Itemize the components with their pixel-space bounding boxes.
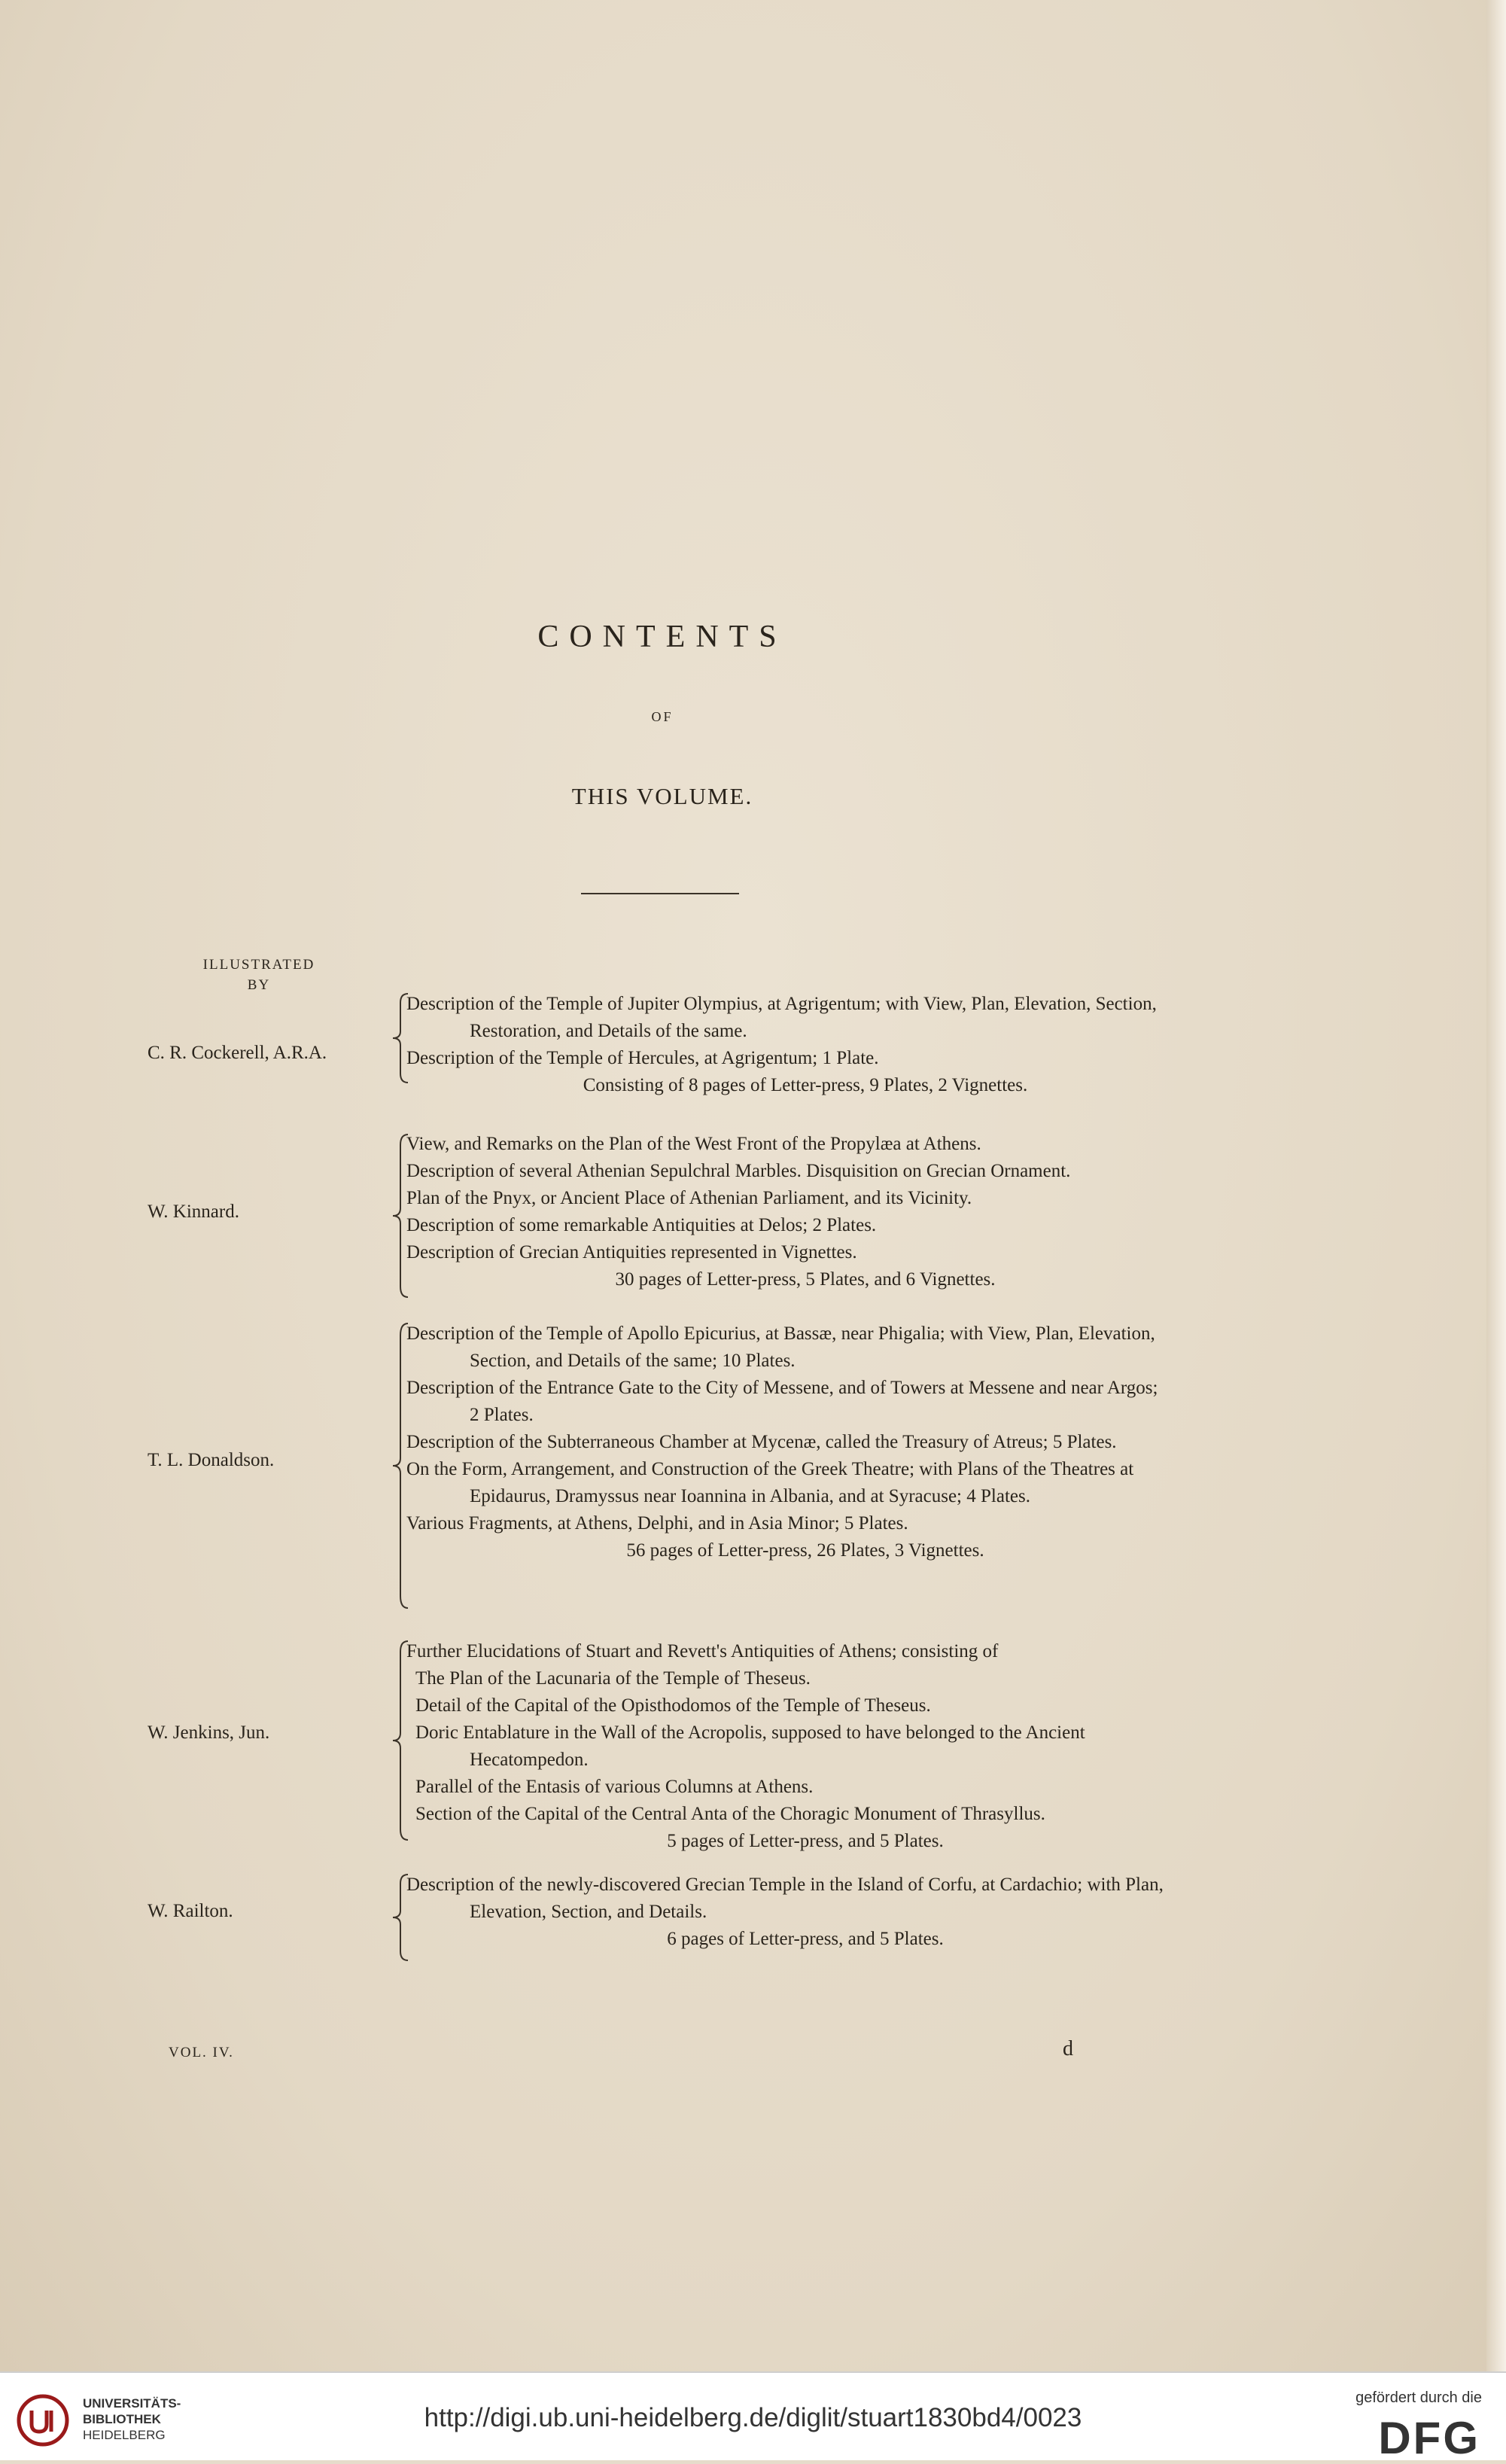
dfg-logo: DFG [1378,2413,1480,2463]
entry: On the Form, Arrangement, and Construction of the Greek Theatre; with Plans of the Theatres at Epidaurus, Dramyssus near Ioannina in Albania, and at Syracuse; 4 Plates. [406,1459,1134,1506]
entries-cockerell [406,991,1167,1099]
entries-donaldson [406,1320,1167,1564]
entry: Further Elucidations of Stuart and Revett's Antiquities of Athens; consisting of [406,1641,999,1661]
author-jenkins: W. Jenkins, Jun. [148,1722,270,1743]
volume-label: VOL. IV. [169,2045,234,2060]
author-kinnard: W. Kinnard. [148,1202,239,1222]
contents-heading: CONTENTS [537,620,787,654]
entry-summary: 5 pages of Letter-press, and 5 Plates. [667,1831,944,1851]
author-cockerell: C. R. Cockerell, A.R.A. [148,1043,327,1063]
permalink-url[interactable]: http://digi.ub.uni-heidelberg.de/diglit/stuart1830bd4/0023 [424,2403,1082,2432]
entries-jenkins [406,1638,1167,1855]
entry: Section of the Capital of the Central Anta of the Choragic Monument of Thrasyllus. [415,1804,1045,1824]
entry-summary: 30 pages of Letter-press, 5 Plates, and 6 Vignettes. [615,1269,996,1290]
entry: Various Fragments, at Athens, Delphi, and in Asia Minor; 5 Plates. [406,1513,908,1534]
entry: Doric Entablature in the Wall of the Acropolis, supposed to have belonged to the Ancient Hecatompedon. [415,1722,1085,1770]
entry: Description of the Subterraneous Chamber at Mycenæ, called the Treasury of Atreus; 5 Plates. [406,1432,1117,1452]
entry: Detail of the Capital of the Opisthodomos of the Temple of Theseus. [415,1695,931,1716]
contents-of: OF [651,709,674,724]
funded-by-caption: gefördert durch die [1355,2389,1482,2406]
entry-summary: 6 pages of Letter-press, and 5 Plates. [667,1929,944,1949]
entry: Description of the newly-discovered Grecian Temple in the Island of Corfu, at Cardachio; with Plan, Elevation, Section, and Details. [406,1875,1164,1922]
divider-rule [581,893,739,894]
entry: Description of Grecian Antiquities represented in Vignettes. [406,1242,857,1262]
entry: Description of the Temple of Hercules, at Agrigentum; 1 Plate. [406,1048,879,1068]
entry: Description of the Temple of Apollo Epicurius, at Bassæ, near Phigalia; with View, Plan, Elevation, Section, and Details of the same; 10 Plates. [406,1323,1155,1371]
bottom-bar [0,2371,1506,2463]
entry: Parallel of the Entasis of various Columns at Athens. [415,1777,814,1797]
author-railton: W. Railton. [148,1901,233,1921]
contents-this-volume: THIS VOLUME. [571,783,753,809]
page-edge [1486,0,1506,2371]
entries-kinnard [406,1131,1167,1293]
entry-summary: 56 pages of Letter-press, 26 Plates, 3 Vignettes. [626,1540,984,1561]
entry: Description of several Athenian Sepulchral Marbles. Disquisition on Grecian Ornament. [406,1161,1071,1181]
entry: Plan of the Pnyx, or Ancient Place of Athenian Parliament, and its Vicinity. [406,1188,972,1208]
author-donaldson: T. L. Donaldson. [148,1450,275,1470]
entry: Description of the Entrance Gate to the City of Messene, and of Towers at Messene and near Argos; 2 Plates. [406,1378,1158,1425]
signature-mark: d [1063,2037,1073,2060]
entry: Description of some remarkable Antiquities at Delos; 2 Plates. [406,1215,877,1235]
entry: The Plan of the Lacunaria of the Temple of Theseus. [415,1668,811,1689]
entry-summary: Consisting of 8 pages of Letter-press, 9 Plates, 2 Vignettes. [583,1075,1028,1095]
entries-railton [406,1872,1167,1953]
entry: View, and Remarks on the Plan of the West Front of the Propylæa at Athens. [406,1134,981,1154]
entry: Description of the Temple of Jupiter Olympius, at Agrigentum; with View, Plan, Elevation, Section, Restoration, and Details of the same. [406,994,1157,1041]
university-library-name: UNIVERSITÄTS- BIBLIOTHEK HEIDELBERG [83,2396,181,2442]
illustrated-by-label: ILLUSTRATED BY [202,957,315,993]
